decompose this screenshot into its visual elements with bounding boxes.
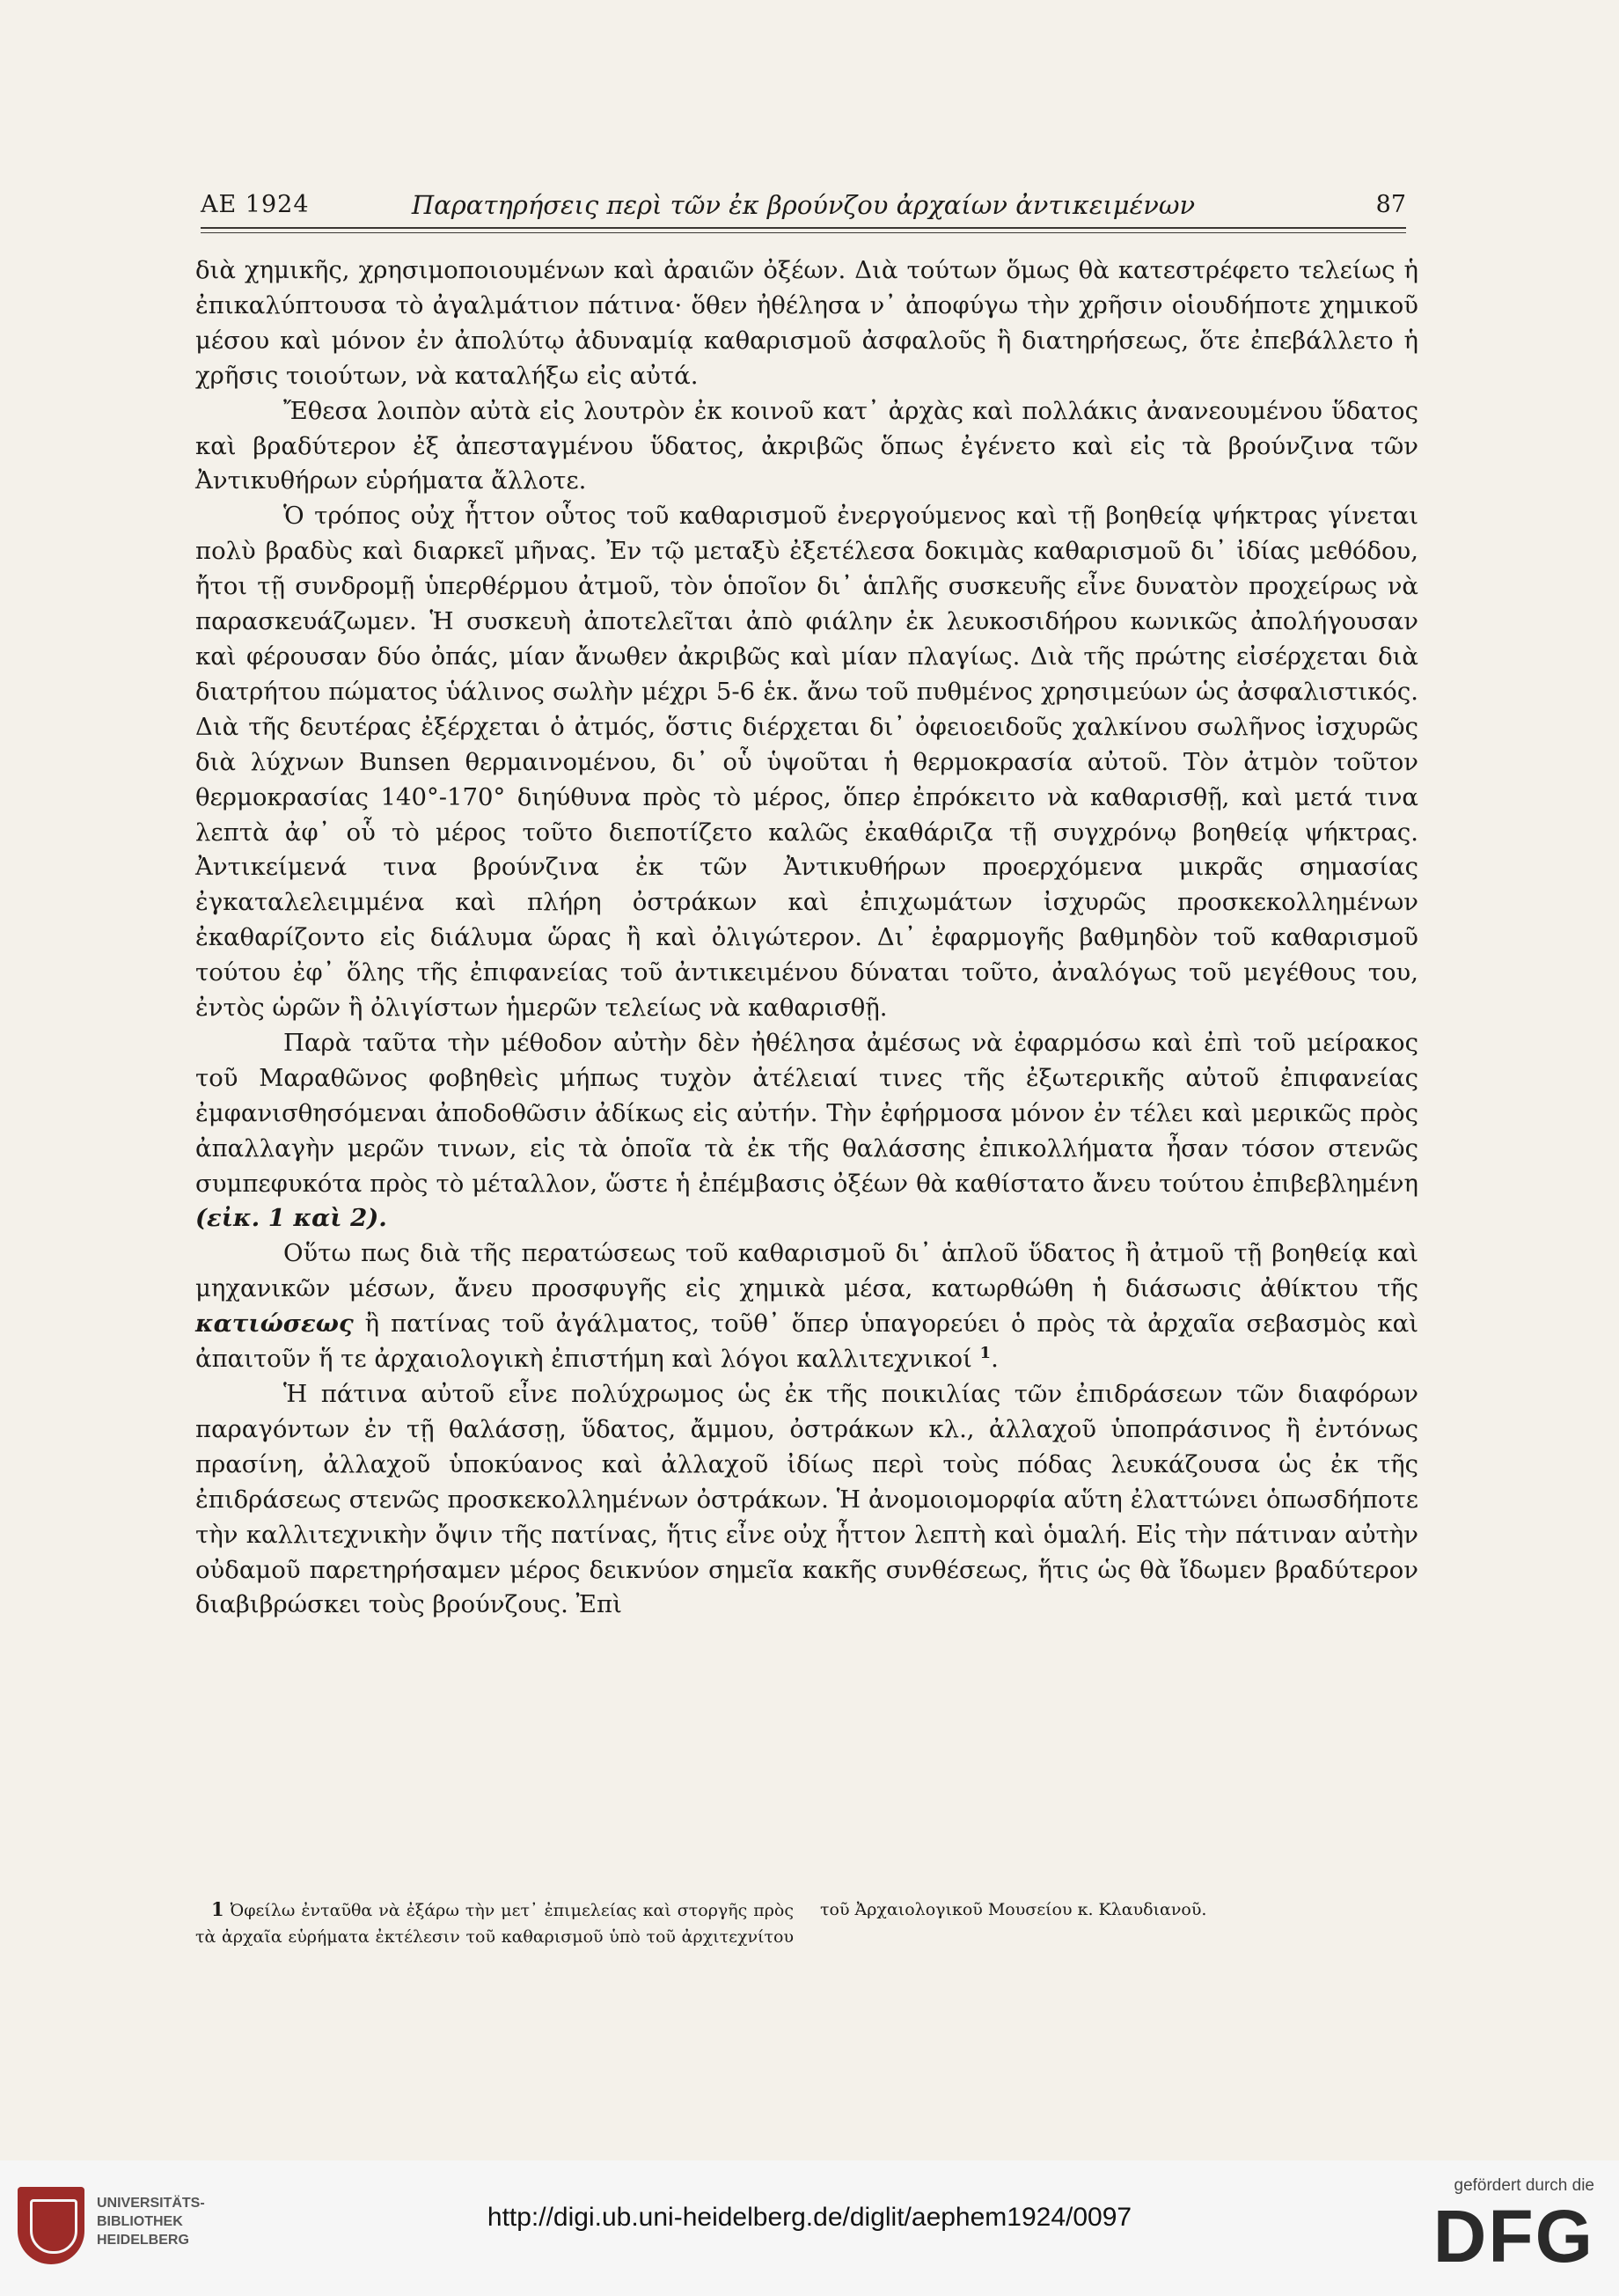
paragraph-4-text: Παρὰ ταῦτα τὴν μέθοδον αὐτὴν δὲν ἠθέλησα ἀμέσως νὰ ἐφαρμόσω καὶ ἐπὶ τοῦ μείρακος τοῦ Μαραθῶνος φοβηθεὶς μήπως τυχὸν ἀτέλειαί τινες τῆς ἐξωτερικῆς αὐτοῦ ἐπιφανείας ἐμφανισθησόμεναι ἀποδοθῶσιν ἀδίκως εἰς αὐτήν. Τὴν ἐφήρμοσα μόνον ἐν τέλει καὶ μερικῶς πρὸς ἀπαλλαγὴν μερῶν τινων, εἰς τὰ ὁποῖα τὰ ἐκ τῆς θαλάσσης ἐπικολλήματα ἦσαν τόσον στενῶς συμπεφυκότα πρὸς τὸ μέταλλον, ὥστε ἡ ἐπέμβασις ὀξέων θὰ καθίστατο ἄνευ τούτου ἐπιβεβλημένη (195, 1028, 1418, 1198)
running-head (201, 187, 1406, 224)
footnote-reference: 1 (979, 1343, 992, 1362)
paragraph-1: διὰ χημικῆς, χρησιμοποιουμένων καὶ ἀραιῶν ὀξέων. Διὰ τούτων ὅμως θὰ κατεστρέφετο τελείως ἡ ἐπικαλύπτουσα τὸ ἀγαλμάτιον πάτινα· ὅθεν ἠθέλησα ν᾽ ἀποφύγω τὴν χρῆσιν οἱουδήποτε χημικοῦ μέσου καὶ μόνον ἐν ἀπολύτῳ ἀδυναμίᾳ καθαρισμοῦ ἀσφαλοῦς ἢ διατηρήσεως, ὅτε ἐπεβάλλετο ἡ χρῆσις τοιούτων, νὰ καταλήξω εἰς αὐτά. (195, 256, 1418, 390)
dfg-logo: DFG (1432, 2195, 1594, 2278)
page-number: 87 (1375, 191, 1406, 218)
emphasized-term: κατιώσεως (195, 1309, 354, 1339)
library-name: UNIVERSITÄTS- BIBLIOTHEK HEIDELBERG (97, 2196, 205, 2248)
figure-reference: (εἰκ. 1 καὶ 2). (195, 1204, 387, 1233)
footnote-block (195, 1896, 1418, 1950)
running-title: Παρατηρήσεις περὶ τῶν ἐκ βρούνζου ἀρχαίων ἀντικειμένων (411, 190, 1196, 220)
header-rule (201, 227, 1406, 229)
paragraph-6: Ἡ πάτινα αὐτοῦ εἶνε πολύχρωμος ὡς ἐκ τῆς ποικιλίας τῶν ἐπιδράσεων τῶν διαφόρων παραγόντων ἐν τῇ θαλάσσῃ, ὕδατος, ἄμμου, ὀστράκων κλ., ἀλλαχοῦ ὑποπράσινος ἢ ἐντόνως πρασίνη, ἀλλαχοῦ ὑποκύανος καὶ ἀλλαχοῦ ἰδίως περὶ τοὺς πόδας λευκάζουσα ὡς ἐκ τῆς ἐπιδράσεως στενῶς προσκεκολλημένων ὀστράκων. Ἡ ἀνομοιομορφία αὕτη ἐλαττώνει ὁπωσδήποτε τὴν καλλιτεχνικὴν ὄψιν τῆς πατίνας, ἥτις εἶνε οὐχ ἧττον λεπτὴ καὶ ὁμαλή. Εἰς τὴν πάτιναν αὐτὴν οὐδαμοῦ παρετηρήσαμεν μέρος δεικνύον σημεῖα κακῆς συνθέσεως, ἥτις ὡς θὰ ἴδωμεν βραδύτερον διαβιβρώσκει τοὺς βρούνζους. Ἐπὶ (195, 1380, 1418, 1619)
paragraph-5-text-end: ἢ πατίνας τοῦ ἀγάλματος, τοῦθ᾽ ὅπερ ὑπαγορεύει ὁ πρὸς τὰ ἀρχαῖα σεβασμὸς καὶ ἀπαιτοῦν ἥ τε ἀρχαιολογικὴ ἐπιστήμη καὶ λόγοι καλλιτεχνικοί (195, 1309, 1418, 1374)
paragraph-3: Ὁ τρόπος οὐχ ἧττον οὗτος τοῦ καθαρισμοῦ ἐνεργούμενος καὶ τῇ βοηθείᾳ ψήκτρας γίνεται πολὺ βραδὺς καὶ διαρκεῖ μῆνας. Ἐν τῷ μεταξὺ ἐξετέλεσα δοκιμὰς καθαρισμοῦ δι᾽ ἰδίας μεθόδου, ἤτοι τῇ συνδρομῇ ὑπερθέρμου ἀτμοῦ, τὸν ὁποῖον δι᾽ ἁπλῆς συσκευῆς εἶνε δυνατὸν προχείρως νὰ παρασκευάζωμεν. Ἡ συσκευὴ ἀποτελεῖται ἀπὸ φιάλην ἐκ λευκοσιδήρου κωνικῶς ἀπολήγουσαν καὶ φέρουσαν δύο ὀπάς, μίαν ἄνωθεν ἀκριβῶς καὶ μίαν πλαγίως. Διὰ τῆς πρώτης εἰσέρχεται διὰ διατρήτου πώματος ὑάλινος σωλὴν μέχρι 5-6 ἑκ. ἄνω τοῦ πυθμένος χρησιμεύων ὡς ἀσφαλιστικός. Διὰ τῆς δευτέρας ἐξέρχεται ὁ ἀτμός, ὅστις διέρχεται δι᾽ ὀφειοειδοῦς χαλκίνου σωλῆνος ἰσχυρῶς διὰ λύχνων Bunsen θερμαινομένου, δι᾽ οὗ ὑψοῦται ἡ θερμοκρασία αὐτοῦ. Τὸν ἀτμὸν τοῦτον θερμοκρασίας 140°-170° διηύθυνα πρὸς τὸ μέρος, ὅπερ ἐπρόκειτο νὰ καθαρισθῇ, καὶ μετά τινα λεπτὰ ἀφ᾽ οὗ τὸ μέρος τοῦτο διεποτίζετο καλῶς ἐκαθάριζα τῇ συγχρόνῳ βοηθείᾳ ψήκτρας. Ἀντικείμενά τινα βρούνζινα ἐκ τῶν Ἀντικυθήρων προερχόμενα μικρᾶς σημασίας ἐγκαταλελειμμένα καὶ πλήρη ὀστράκων καὶ ἐπιχωμάτων ἰσχυρῶς προσκεκολλημένων ἐκαθαρίζοντο εἰς διάλυμα ὥρας ἢ καὶ ὀλιγώτερον. Δι᾽ ἐφαρμογῆς βαθμηδὸν τοῦ καθαρισμοῦ τούτου ἐφ᾽ ὅλης τῆς ἐπιφανείας τοῦ ἀντικειμένου δύναται τοῦτο, ἀναλόγως τοῦ μεγέθους του, ἐντὸς ὡρῶν ἢ ὀλιγίστων ἡμερῶν τελείως νὰ καθαρισθῇ. (195, 502, 1418, 1023)
paragraph-2: Ἔθεσα λοιπὸν αὐτὰ εἰς λουτρὸν ἐκ κοινοῦ κατ᾽ ἀρχὰς καὶ πολλάκις ἀνανεουμένου ὕδατος καὶ βραδύτερον ἐξ ἀπεσταγμένου ὕδατος, ἀκριβῶς ὅπως ἐγένετο καὶ εἰς τὰ βρούνζινα τῶν Ἀντικυθήρων εὑρήματα ἄλλοτε. (195, 396, 1418, 495)
paragraph-5-text-start: Οὕτω πως διὰ τῆς περατώσεως τοῦ καθαρισμοῦ δι᾽ ἁπλοῦ ὕδατος ἢ ἀτμοῦ τῇ βοηθείᾳ καὶ μηχανικῶν μέσων, ἄνευ προσφυγῆς εἰς χημικὰ μέσα, κατωρθώθη ἡ διάσωσις ἀθίκτου τῆς (195, 1239, 1418, 1303)
footnote-1 (195, 1896, 1418, 1950)
digitization-footer (0, 2160, 1619, 2296)
paragraph-5: Οὕτω πως διὰ τῆς περατώσεως τοῦ καθαρισμοῦ δι᾽ ἁπλοῦ ὕδατος ἢ ἀτμοῦ τῇ βοηθείᾳ καὶ μηχανικῶν μέσων, ἄνευ προσφυγῆς εἰς χημικὰ μέσα, κατωρθώθη ἡ διάσωσις ἀθίκτου τῆς κατιώσεως ἢ πατίνας τοῦ ἀγάλματος, τοῦθ᾽ ὅπερ ὑπαγορεύει ὁ πρὸς τὰ ἀρχαῖα σεβασμὸς καὶ ἀπαιτοῦν ἥ τε ἀρχαιολογικὴ ἐπιστήμη καὶ λόγοι καλλιτεχνικοί $^1$. (195, 1239, 1418, 1374)
journal-abbrev: ΑΕ 1924 (201, 191, 310, 218)
main-text (195, 253, 1418, 1623)
paragraph-4 (195, 1026, 1418, 1236)
footnote-marker: 1 (211, 1898, 224, 1920)
funding-caption: gefördert durch die (1454, 2176, 1594, 2195)
funder-block[interactable] (1383, 2176, 1594, 2282)
footnote-text: Ὀφείλω ἐνταῦθα νὰ ἐξάρω τὴν μετ᾽ ἐπιμελείας καὶ στοργῆς πρὸς τὰ ἀρχαῖα εὑρήματα ἐκτέλεσιν τοῦ καθαρισμοῦ ὑπὸ τοῦ ἀρχιτεχνίτου τοῦ Ἀρχαιολογικοῦ Μουσείου κ. Κλαυδιανοῦ. (195, 1900, 1207, 1947)
permalink-url[interactable]: http://digi.ub.uni-heidelberg.de/diglit/aephem1924/0097 (487, 2203, 1132, 2232)
header-rule-thin (201, 232, 1406, 233)
